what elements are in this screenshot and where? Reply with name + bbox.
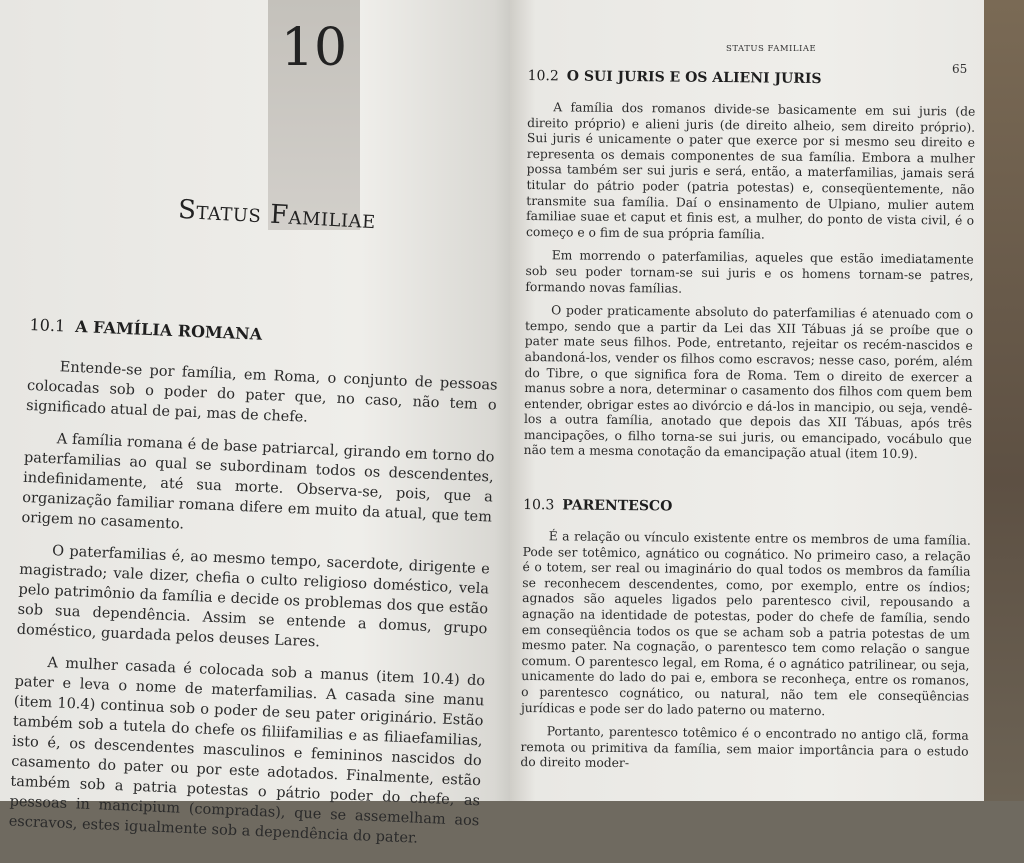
paragraph: O paterfamilias é, ao mesmo tempo, sacerdote, dirigente e magistrado; vale dizer, chefia o culto religioso doméstico, vela pelo patrimônio da família e decide os problemas dos que estão sob sua dependência. Assim se entende a domus, grupo doméstico, guardada pelos deuses Lares. (16, 543, 491, 651)
section-heading (523, 497, 971, 518)
section-number: 10.1 (29, 315, 66, 336)
paragraph: É a relação ou vínculo existente entre os membros de uma família. Pode ser totêmico, agnático ou cognático. No primeiro caso, a relação é o totem, ser real ou imaginário do qual todos os membros da família se reconhecem descendentes, como, por exemplo, entre os índios; agnados são aqueles ligados pelo parentesco civil, repousando a agnação na identidade de potestas, poder do chefe de família, sendo em conseqüência todos os que se acham sob a patria potestas de um mesmo pater. Na cognação, o parentesco tem como relação o sangue comum. O parentesco legal, em Roma, é o agnático patrilinear, ou seja, unicamente do lado do pai e, embora se reconheça, entre os romanos, o parentesco cognático, ou natural, não tem ele conseqüências jurídicas e pode ser do lado paterno ou materno. (520, 529, 971, 718)
paragraph: A família romana é de base patriarcal, girando em torno do paterfamilias ao qual se subordinam todos os descendentes, indefinidamente, até sua morte. Observa-se, pois, que a organização familiar romana difere em muito da atual, que tem origem no casamento. (21, 431, 495, 533)
page-number: 65 (952, 62, 968, 76)
section-number: 10.2 (527, 67, 559, 85)
paragraph: Em morrendo o paterfamilias, aqueles que estão imediatamente sob seu poder tornam-se sui juris e os homens tornam-se patres, formando novas famílias. (525, 248, 974, 296)
section-number: 10.3 (523, 497, 555, 514)
chapter-number: 10 (280, 18, 348, 78)
section-title: A FAMÍLIA ROMANA (74, 316, 263, 344)
section-title: PARENTESCO (562, 497, 673, 515)
paragraph: O poder praticamente absoluto do paterfamilias é atenuado com o tempo, sendo que a partir da Lei das XII Tábuas já se proíbe que o pater mate seus filhos. Pode, entretanto, rejeitar os recém-nascidos e abandoná-los, vender os filhos como escravos; nesse caso, porém, além do Tibre, o que significa fora de Roma. Tem o direito de exercer a manus sobre a nora, determinar o casamento dos filhos com quem bem entender, obrigar estes ao divórcio e dá-los in mancipio, ou seja, vendê-los a outra família, anotado que depois das XII Tábuas, após três mancipações, o filho torna-se sui juris, ou emancipado, vocábulo que não tem a mesma conotação da emancipação atual (item 10.9). (523, 303, 974, 462)
paragraph: A família dos romanos divide-se basicamente em sui juris (de direito próprio) e alieni juris (de direito alheio, sem direito próprio). Sui juris é unicamente o pater que exerce por si mesmo seu direito e representa os demais componentes de sua família. Embora a mulher possa também ser sui juris e será, então, a materfamilias, jamais será titular do pátrio poder (patria potestas) e, conseqüentemente, não transmite sua família. Daí o ensinamento de Ulpiano, mulier autem familiae suae et caput et finis est, a mulher, do ponto de vista civil, é o começo e o fim de sua própria família. (525, 100, 976, 242)
section-title: O SUI JURIS E OS ALIENI JURIS (566, 68, 822, 88)
running-head: STATUS FAMILIAE (726, 44, 817, 54)
paragraph: A mulher casada é colocada sob a manus (item 10.4) do pater e leva o nome de materfamilias. A casada sine manu (item 10.4) continua sob o poder de seu pater originário. Estão também sob a tutela do chefe os filiifamilias e as filiaefamilias, isto é, os descendentes masculinos e femininos nascidos do casamento do pater ou por este adotados. Finalmente, estão também sob a patria potestas o pátrio poder do chefe, as pessoas in mancipium (compradas), que se assemelham aos escravos, estes igualmente sob a dependência do pater. (8, 655, 486, 847)
right-page-content (520, 40, 976, 784)
section-gap (523, 467, 971, 502)
section-heading (528, 68, 976, 89)
left-page-content (8, 315, 500, 863)
background-surface (984, 0, 1024, 801)
paragraph: Portanto, parentesco totêmico é o encontrado no antigo clã, forma remota ou primitiva da família, sem maior importância para o estudo do direito moder- (520, 724, 969, 771)
chapter-title: Status Familiae (177, 194, 377, 236)
paragraph: Entende-se por família, em Roma, o conjunto de pessoas colocadas sob o poder do pater que, no caso, não tem o significado atual de pai, mas de chefe. (25, 359, 498, 426)
